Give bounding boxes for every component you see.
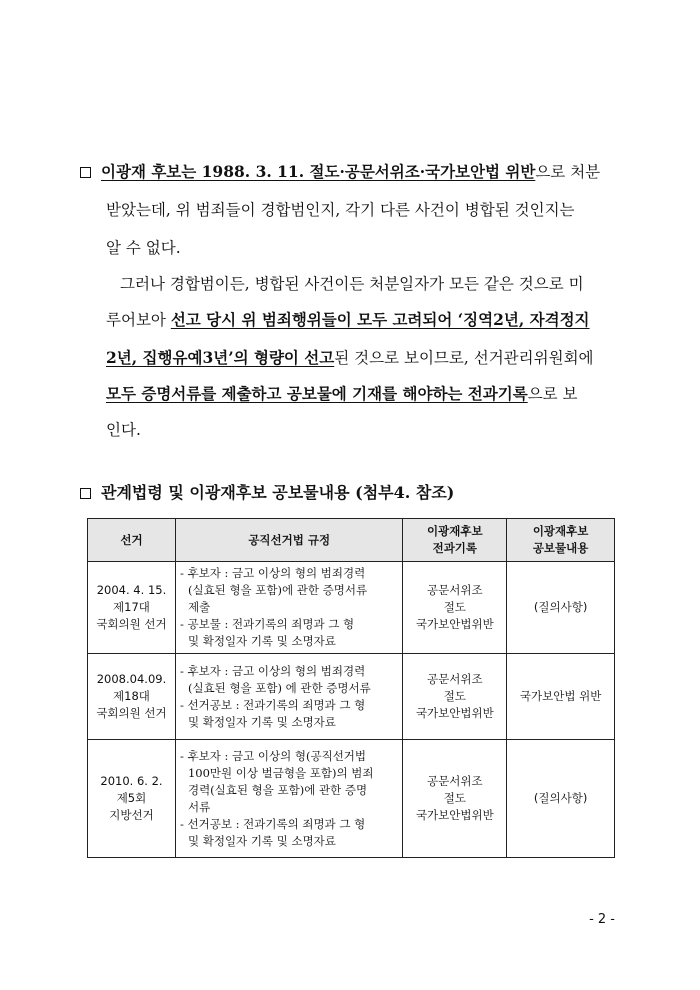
paragraph-line xyxy=(106,346,594,370)
highlighted-text: 선고 당시 위 범죄행위들이 모두 고려되어 ‘징역2년, 자격정지 xyxy=(170,310,590,329)
record-item: 공문서위조 xyxy=(427,672,483,686)
comparison-table xyxy=(87,518,615,858)
highlighted-text: 이광재 후보는 1988. 3. 11. 절도·공문서위조·국가보안법 위반 xyxy=(101,162,536,181)
bulletin-cell: (질의사항) xyxy=(507,740,615,858)
record-item: 국가보안법위반 xyxy=(415,706,494,720)
table-header-row xyxy=(88,519,615,562)
rule-line: 및 확정일자 기록 및 소명자료 xyxy=(187,714,336,729)
rule-line: - 선거공보 : 전과기록의 죄명과 그 형 xyxy=(179,816,366,831)
text: 으로 보 xyxy=(527,385,578,403)
election-term: 제17대 xyxy=(113,600,150,614)
page-number: - 2 - xyxy=(589,912,615,927)
election-type: 국회의원 선거 xyxy=(96,706,167,720)
rules-cell xyxy=(175,740,402,858)
election-term: 제18대 xyxy=(113,689,150,703)
square-bullet-icon xyxy=(80,167,91,178)
election-type: 국회의원 선거 xyxy=(96,617,167,631)
record-cell xyxy=(403,654,507,740)
rule-line: - 후보자 : 금고 이상의 형의 범죄경력 xyxy=(179,566,366,580)
section-title-text: 관계법령 및 이광재후보 공보물내용 (첨부4. 참조) xyxy=(101,483,455,502)
rule-line: - 후보자 : 금고 이상의 형(공직선거법 xyxy=(179,748,367,763)
header-criminal-record: 이광재후보 전과기록 xyxy=(403,519,507,562)
paragraph-line: 인다. xyxy=(106,421,141,439)
rule-line: 및 확정일자 기록 및 소명자료 xyxy=(187,833,336,848)
record-item: 절도 xyxy=(443,791,466,805)
header-election: 선거 xyxy=(88,519,176,562)
header-bulletin-content: 이광재후보 공보물내용 xyxy=(507,519,615,562)
text: 으로 처분 xyxy=(535,163,601,181)
election-date: 2010. 6. 2. xyxy=(100,774,163,788)
paragraph-line: 그러나 경합범이든, 병합된 사건이든 처분일자가 모든 같은 것으로 미 xyxy=(120,275,584,293)
section-title xyxy=(80,480,454,503)
record-item: 절도 xyxy=(443,600,466,614)
highlighted-text: 2년, 집행유예3년’의 형량이 선고 xyxy=(106,348,335,367)
election-type: 지방선거 xyxy=(109,808,154,822)
rule-line: 100만원 이상 벌금형을 포함)의 범죄 xyxy=(187,765,374,780)
table-row xyxy=(88,740,615,858)
table-row xyxy=(88,654,615,740)
record-item: 국가보안법위반 xyxy=(415,617,494,631)
record-item: 공문서위조 xyxy=(427,583,483,597)
election-term: 제5회 xyxy=(116,791,147,805)
rule-line: 서류 xyxy=(187,799,211,814)
rule-line: - 선거공보 : 전과기록의 죄명과 그 형 xyxy=(179,697,366,712)
square-bullet-icon xyxy=(80,488,91,499)
record-cell xyxy=(403,562,507,654)
election-date: 2004. 4. 15. xyxy=(96,583,167,597)
rule-line: 경력(실효된 형을 포함)에 관한 증명 xyxy=(187,782,368,797)
table-row xyxy=(88,562,615,654)
election-cell xyxy=(88,740,176,858)
rule-line: - 공보물 : 전과기록의 죄명과 그 형 xyxy=(179,617,355,631)
record-cell xyxy=(403,740,507,858)
text: 된 것으로 보이므로, 선거관리위원회에 xyxy=(334,349,594,367)
record-item: 절도 xyxy=(443,689,466,703)
election-cell xyxy=(88,654,176,740)
rule-line: - 후보자 : 금고 이상의 형의 범죄경력 xyxy=(179,663,366,678)
paragraph-line xyxy=(106,382,578,406)
election-date: 2008.04.09. xyxy=(96,672,167,686)
highlighted-text: 모두 증명서류를 제출하고 공보물에 기재를 해야하는 전과기록 xyxy=(106,384,528,403)
rules-cell xyxy=(175,562,402,654)
record-item: 국가보안법위반 xyxy=(415,808,494,822)
rules-cell xyxy=(175,654,402,740)
paragraph-line: 알 수 없다. xyxy=(106,239,181,257)
paragraph-line: 받았는데, 위 범죄들이 경합범인지, 각기 다른 사건이 병합된 것인지는 xyxy=(106,201,575,219)
rule-line: (실효된 형을 포함) 에 관한 증명서류 xyxy=(187,680,371,695)
record-item: 공문서위조 xyxy=(427,774,483,788)
header-law-rules: 공직선거법 규정 xyxy=(175,519,402,562)
text: 루어보아 xyxy=(106,311,171,329)
rule-line: 제출 xyxy=(187,600,211,614)
rule-line: (실효된 형을 포함)에 관한 증명서류 xyxy=(187,583,368,597)
election-cell xyxy=(88,562,176,654)
paragraph-line xyxy=(80,160,600,184)
paragraph-line xyxy=(106,308,590,332)
bulletin-cell: 국가보안법 위반 xyxy=(507,654,615,740)
rule-line: 및 확정일자 기록 및 소명자료 xyxy=(187,634,336,648)
bulletin-cell: (질의사항) xyxy=(507,562,615,654)
